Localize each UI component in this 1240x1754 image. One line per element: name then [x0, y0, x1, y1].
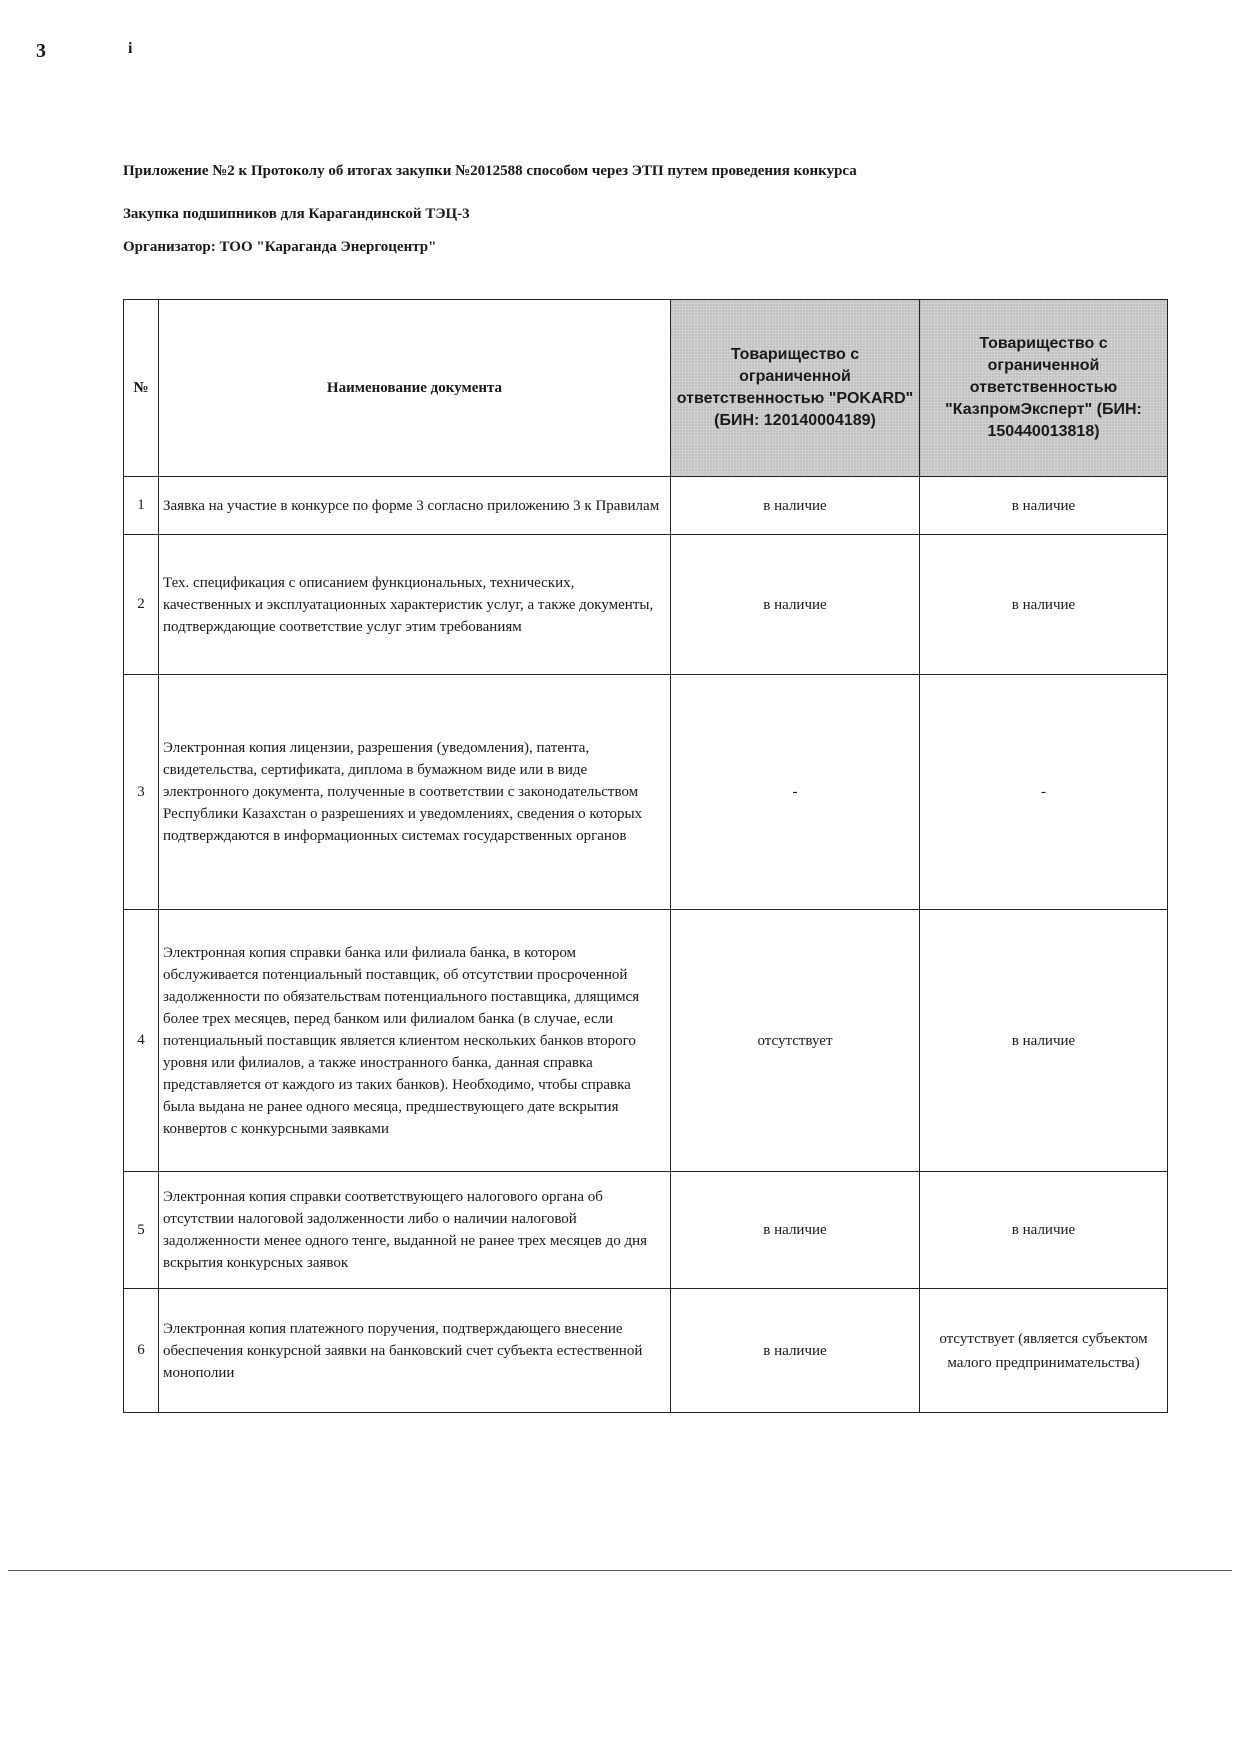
row-status-supplier-1: в наличие — [671, 477, 920, 535]
row-number: 3 — [124, 675, 159, 910]
header-supplier-kazpromexpert: Товарищество с ограниченной ответственностью "КазпромЭксперт" (БИН: 150440013818) — [920, 300, 1168, 477]
row-document: Электронная копия справки банка или филиала банка, в котором обслуживается потенциальный поставщик, об отсутствии просроченной задолженности по обязательствам потенциального поставщика, длящимся более трех месяцев, перед банком или филиалом банка (в случае, если потенциальный поставщик является клиентом нескольких банков второго уровня или филиалов, а также иностранного банка, данная справка представляется от каждого из таких банков). Необходимо, чтобы справка была выдана не ранее одного месяца, предшествующего дате вскрытия конвертов с конкурсными заявками — [159, 910, 671, 1172]
documents-table — [123, 299, 1168, 1413]
table-row — [124, 910, 1168, 1172]
footer-divider — [8, 1570, 1232, 1571]
page-mark: i — [128, 40, 133, 57]
table-row — [124, 675, 1168, 910]
row-status-supplier-1: отсутствует — [671, 910, 920, 1172]
table-row — [124, 1289, 1168, 1413]
row-document: Электронная копия лицензии, разрешения (уведомления), патента, свидетельства, сертификата, диплома в бумажном виде или в виде электронного документа, полученные в соответствии с законодательством Республики Казахстан о разрешениях и уведомлениях, сведения о которых подтверждаются в информационных системах государственных органов — [159, 675, 671, 910]
row-number: 1 — [124, 477, 159, 535]
row-document: Электронная копия справки соответствующего налогового органа об отсутствии налоговой задолженности либо о наличии налоговой задолженности менее одного тенге, выданной не ранее трех месяцев до дня вскрытия конкурсных заявок — [159, 1172, 671, 1289]
row-document: Тех. спецификация с описанием функциональных, технических, качественных и эксплуатационных характеристик услуг, а также документы, подтверждающие соответствие услуг этим требованиям — [159, 535, 671, 675]
header-document-name: Наименование документа — [159, 300, 671, 477]
header-supplier-pokard: Товарищество с ограниченной ответственностью "POKARD" (БИН: 120140004189) — [671, 300, 920, 477]
row-status-supplier-2: - — [920, 675, 1168, 910]
table-row — [124, 477, 1168, 535]
row-number: 4 — [124, 910, 159, 1172]
row-number: 2 — [124, 535, 159, 675]
row-status-supplier-2: в наличие — [920, 1172, 1168, 1289]
row-status-supplier-1: в наличие — [671, 1172, 920, 1289]
table-row — [124, 535, 1168, 675]
row-status-supplier-1: в наличие — [671, 1289, 920, 1413]
organizer-line: Организатор: ТОО "Караганда Энергоцентр" — [123, 239, 437, 255]
row-number: 5 — [124, 1172, 159, 1289]
row-status-supplier-2: в наличие — [920, 910, 1168, 1172]
row-document: Заявка на участие в конкурсе по форме 3 согласно приложению 3 к Правилам — [159, 477, 671, 535]
row-status-supplier-2: отсутствует (является субъектом малого предпринимательства) — [920, 1289, 1168, 1413]
row-document: Электронная копия платежного поручения, подтверждающего внесение обеспечения конкурсной заявки на банковский счет субъекта естественной монополии — [159, 1289, 671, 1413]
document-title: Приложение №2 к Протоколу об итогах закупки №2012588 способом через ЭТП путем проведения конкурса — [123, 163, 857, 179]
table-row — [124, 1172, 1168, 1289]
table-header-row — [124, 300, 1168, 477]
header-number: № — [124, 300, 159, 477]
document-header — [123, 160, 923, 256]
row-status-supplier-2: в наличие — [920, 477, 1168, 535]
row-status-supplier-1: - — [671, 675, 920, 910]
row-status-supplier-2: в наличие — [920, 535, 1168, 675]
procurement-subject: Закупка подшипников для Карагандинской ТЭЦ-3 — [123, 206, 470, 222]
row-status-supplier-1: в наличие — [671, 535, 920, 675]
row-number: 6 — [124, 1289, 159, 1413]
page-mark: 3 — [36, 40, 46, 62]
